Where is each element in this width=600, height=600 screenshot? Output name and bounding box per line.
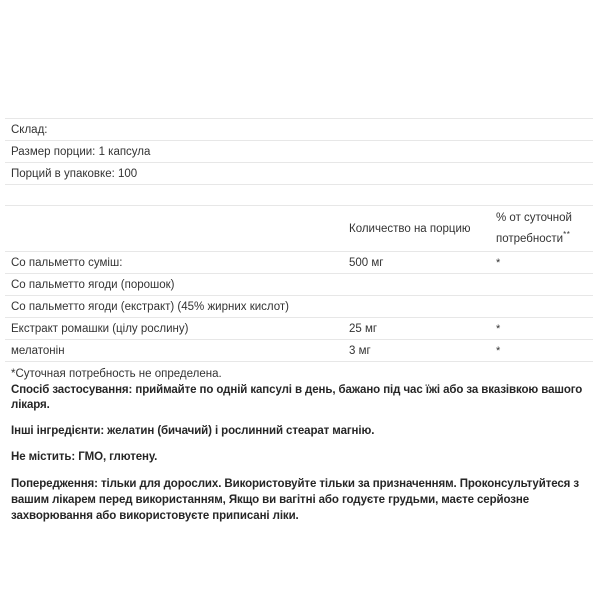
table-row <box>5 340 593 362</box>
header-daily-value-marker: ** <box>563 229 571 239</box>
servings-per-container-label: Порций в упаковке: 100 <box>11 167 138 180</box>
supplement-facts-table <box>5 118 593 386</box>
serving-size-daily-value <box>496 141 593 163</box>
other-ingredients-note: Інші інгредієнти: желатин (бичачий) і рослинний стеарат магнію. <box>11 425 375 437</box>
table-spacer-row <box>5 185 593 206</box>
spacer-cell-amount <box>349 185 496 206</box>
notes-section <box>11 383 589 524</box>
ingredient-daily-value <box>496 274 593 296</box>
composition-daily-value <box>496 119 593 141</box>
ingredient-amount <box>349 274 496 296</box>
header-name <box>5 206 349 252</box>
ingredient-daily-value-star: * <box>496 322 501 335</box>
free-from-note: Не містить: ГМО, глютену. <box>11 451 158 463</box>
composition-label: Склад: <box>11 123 48 136</box>
ingredient-amount: 500 мг <box>349 256 384 269</box>
composition-amount <box>349 119 496 141</box>
ingredient-name: Со пальметто суміш: <box>11 256 123 269</box>
ingredient-amount: 3 мг <box>349 344 371 357</box>
serving-size-label: Размер порции: 1 капсула <box>11 145 151 158</box>
ingredient-daily-value <box>496 296 593 318</box>
directions-note: Спосіб застосування: приймайте по одній капсулі в день, бажано під час їжі або за вказівкою вашого лікаря. <box>11 384 583 411</box>
serving-size-amount <box>349 141 496 163</box>
servings-per-container-daily-value <box>496 163 593 185</box>
table-header-row <box>5 206 593 252</box>
table-row-servings-per-container <box>5 163 593 185</box>
servings-per-container-amount <box>349 163 496 185</box>
header-daily-value-line2 <box>496 229 593 250</box>
ingredient-amount <box>349 296 496 318</box>
header-daily-value-line2-text: потребности <box>496 232 564 245</box>
header-amount-per-serving: Количество на порцию <box>349 222 471 235</box>
spacer-cell-daily-value <box>496 185 593 206</box>
table-row <box>5 274 593 296</box>
ingredient-name: мелатонін <box>11 344 65 357</box>
ingredient-name: Екстракт ромашки (цілу рослину) <box>11 322 189 335</box>
supplement-facts-table-container <box>5 118 593 386</box>
ingredient-daily-value <box>496 252 593 274</box>
ingredient-name: Со пальметто ягоди (порошок) <box>11 278 175 291</box>
header-daily-value <box>496 206 593 252</box>
daily-value-footnote: *Суточная потребность не определена. <box>11 368 222 380</box>
table-row <box>5 296 593 318</box>
ingredient-daily-value <box>496 318 593 340</box>
ingredient-name: Со пальметто ягоди (екстракт) (45% жирних кислот) <box>11 300 289 313</box>
table-row <box>5 318 593 340</box>
ingredient-amount: 25 мг <box>349 322 378 335</box>
table-row <box>5 252 593 274</box>
spacer-cell-name <box>5 185 349 206</box>
table-row-composition <box>5 119 593 141</box>
warning-note: Попередження: тільки для дорослих. Використовуйте тільки за призначенням. Проконсультуйтеся з вашим лікарем перед використанням, Якщо ви вагітні або годуєте грудьми, маєте серйозне захворювання або використовуєте приписані ліки. <box>11 478 579 522</box>
table-row-serving-size <box>5 141 593 163</box>
ingredient-daily-value-star: * <box>496 344 501 357</box>
header-daily-value-line1: % от суточной <box>496 211 572 224</box>
ingredient-daily-value-star: * <box>496 256 501 269</box>
ingredient-daily-value <box>496 340 593 362</box>
